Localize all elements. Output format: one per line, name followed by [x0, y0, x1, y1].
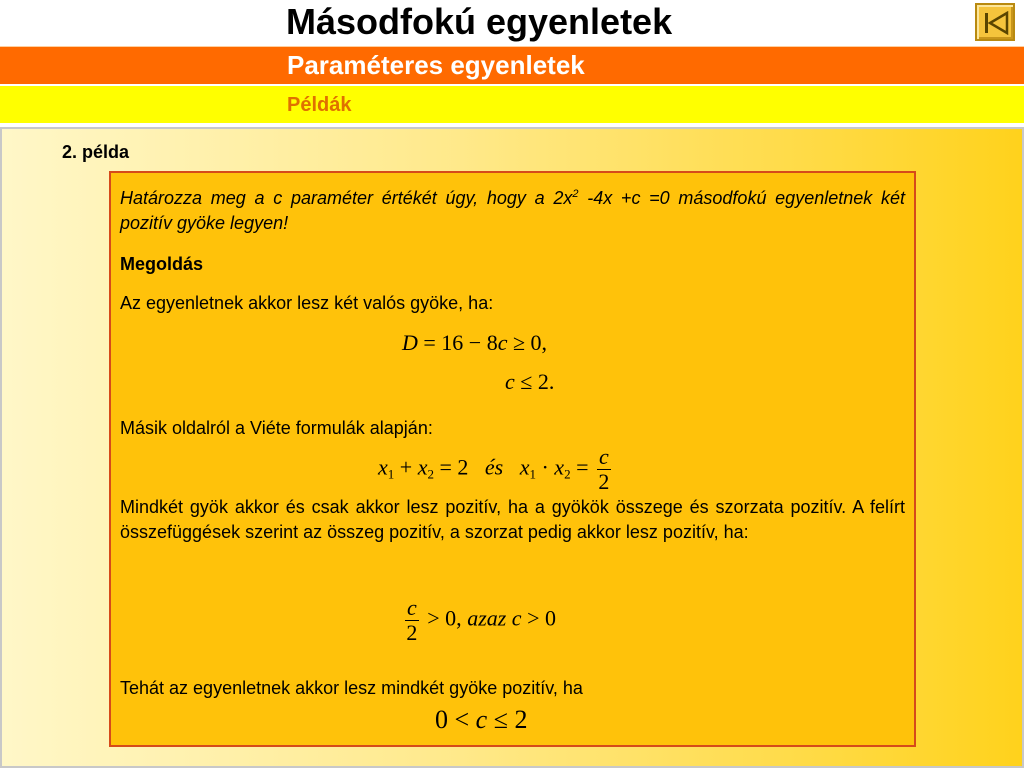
formula-symbol: x: [519, 454, 530, 480]
formula-subscript: 1: [387, 466, 395, 482]
formula-symbol: x: [554, 454, 565, 480]
formula-symbol: c: [505, 369, 515, 394]
section-title: Paraméteres egyenletek: [287, 50, 585, 80]
formula-text: ·: [535, 454, 555, 480]
section-bar: [0, 46, 1024, 84]
slide-title: Másodfokú egyenletek: [286, 1, 673, 42]
subsection-title: Példák: [287, 94, 352, 116]
header: [0, 0, 1024, 45]
formula-word: azaz c: [467, 605, 522, 631]
formula-text: +: [394, 454, 418, 480]
formula-symbol: x: [417, 454, 428, 480]
fraction-numerator: c: [598, 444, 609, 469]
formula-subscript: 2: [427, 466, 434, 482]
solution-line-2: Másik oldalról a Viéte formulák alapján:: [120, 418, 433, 438]
discriminant-formula: [402, 330, 547, 356]
task-exponent: 2: [572, 188, 579, 200]
formula-text: 0 <: [435, 705, 476, 734]
positivity-formula: [402, 596, 556, 645]
formula-text: > 0,: [421, 605, 468, 631]
formula-text: =: [570, 454, 594, 480]
formula-symbol: x: [378, 454, 388, 480]
formula-symbol: c: [475, 705, 488, 734]
subsection-bar: [0, 86, 1024, 123]
c-bound-formula: [505, 369, 554, 395]
formula-subscript: 2: [564, 466, 571, 482]
task-text: [120, 182, 905, 236]
task-text-part2: -4x +c =0 másodfokú egyenletnek két pozitív gyöke legyen!: [120, 188, 905, 233]
fraction: [597, 445, 611, 494]
solution-line-1: Az egyenletnek akkor lesz két valós gyöke, ha:: [120, 293, 494, 313]
fraction-denominator: 2: [406, 620, 418, 645]
fraction: [405, 596, 419, 645]
solution-line-4: Tehát az egyenletnek akkor lesz mindkét gyöke pozitív, ha: [120, 678, 583, 698]
task-text-part1: Határozza meg a c paraméter értékét úgy, hogy a 2x: [120, 188, 573, 208]
formula-text: = 16 − 8: [417, 330, 498, 355]
final-inequality: [435, 705, 528, 735]
solution-heading: Megoldás: [120, 254, 204, 274]
solution-line-3: Mindkét gyök akkor és csak akkor lesz pozitív, ha a gyökök összege és szorzata pozitív. A felírt összefüggések szerint az összeg pozitív, a szorzat pedig akkor lesz pozitív, ha:: [120, 497, 905, 542]
skip-to-start-icon: [983, 11, 1009, 35]
formula-text: ≤ 2.: [514, 369, 555, 394]
formula-symbol: c: [497, 330, 508, 355]
back-to-start-button[interactable]: [975, 3, 1015, 41]
formula-text: = 2: [433, 454, 469, 480]
vieta-formula: [378, 445, 614, 494]
formula-text: ≥ 0,: [507, 330, 548, 355]
formula-text: ≤ 2: [487, 705, 528, 734]
fraction-denominator: 2: [598, 469, 610, 494]
fraction-numerator: c: [407, 595, 417, 620]
formula-symbol: D: [402, 330, 418, 355]
formula-text: > 0: [521, 605, 556, 631]
formula-word: és: [484, 454, 504, 480]
example-label: 2. példa: [62, 142, 130, 162]
formula-subscript: 1: [529, 466, 536, 482]
